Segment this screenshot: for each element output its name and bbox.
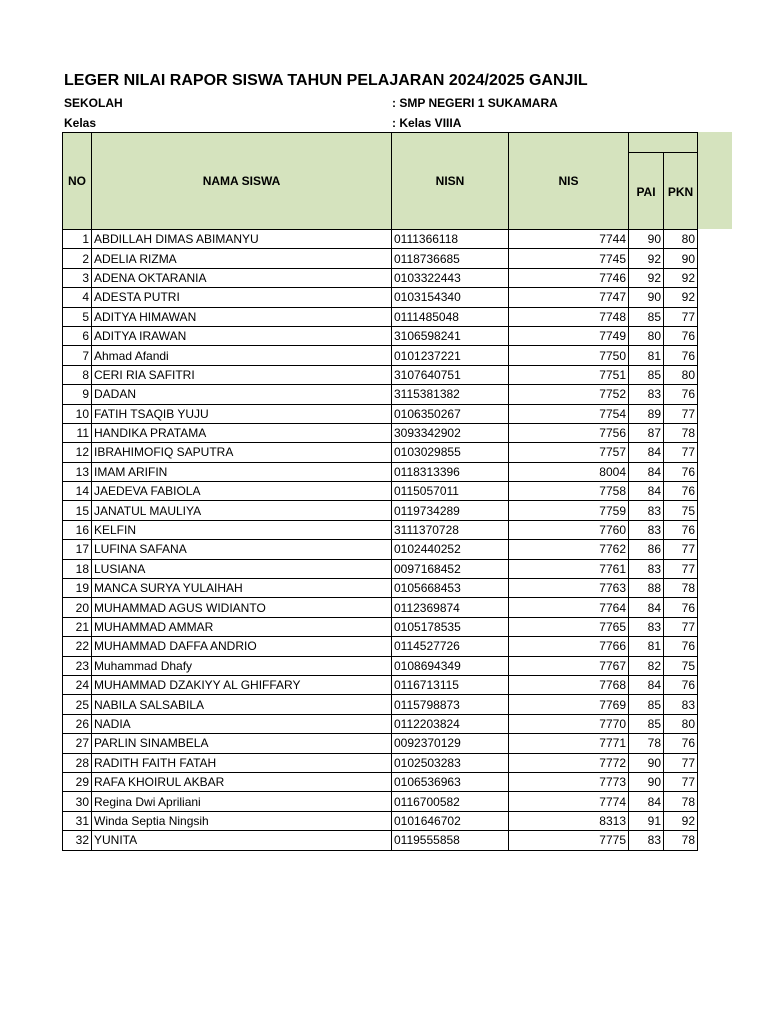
grade-pai: 84 [629,598,664,617]
grade-pkn: 80 [664,365,698,384]
col-header-name: NAMA SISWA [92,133,392,230]
col-header-pkn: PKN [664,153,698,230]
grade-pai: 90 [629,288,664,307]
grade-pai: 90 [629,753,664,772]
student-nisn: 3115381382 [392,385,509,404]
grade-pai: 83 [629,559,664,578]
student-name: KELFIN [92,520,392,539]
table-row [63,656,698,675]
student-name: NADIA [92,714,392,733]
student-name: Muhammad Dhafy [92,656,392,675]
row-number: 11 [63,423,92,442]
student-name: IBRAHIMOFIQ SAPUTRA [92,443,392,462]
student-nisn: 0105178535 [392,617,509,636]
student-name: MUHAMMAD AMMAR [92,617,392,636]
student-nisn: 0103029855 [392,443,509,462]
student-nis: 8004 [509,462,629,481]
student-nis: 7772 [509,753,629,772]
student-name: LUFINA SAFANA [92,540,392,559]
student-nis: 7762 [509,540,629,559]
subject-group-header [629,133,698,153]
student-name: ABDILLAH DIMAS ABIMANYU [92,230,392,249]
row-number: 5 [63,307,92,326]
student-nis: 7775 [509,831,629,850]
row-number: 16 [63,520,92,539]
table-body [63,230,698,851]
row-number: 20 [63,598,92,617]
student-nis: 7758 [509,482,629,501]
grade-pkn: 83 [664,695,698,714]
row-number: 10 [63,404,92,423]
table-row [63,443,698,462]
student-name: Winda Septia Ningsih [92,811,392,830]
grade-pkn: 76 [664,326,698,345]
table-row [63,811,698,830]
student-nis: 7765 [509,617,629,636]
student-name: RADITH FAITH FATAH [92,753,392,772]
table-row [63,579,698,598]
row-number: 1 [63,230,92,249]
student-nis: 7754 [509,404,629,423]
grade-pkn: 77 [664,404,698,423]
table-row [63,482,698,501]
student-nis: 7759 [509,501,629,520]
grade-pai: 83 [629,501,664,520]
table-row [63,734,698,753]
grade-pai: 85 [629,365,664,384]
student-nis: 7764 [509,598,629,617]
student-nis: 7746 [509,268,629,287]
grade-pkn: 76 [664,598,698,617]
grade-pkn: 76 [664,520,698,539]
table-row [63,792,698,811]
col-header-pai: PAI [629,153,664,230]
student-name: YUNITA [92,831,392,850]
row-number: 15 [63,501,92,520]
grade-pai: 83 [629,831,664,850]
header-extension-fill [697,132,732,229]
student-name: LUSIANA [92,559,392,578]
grade-pai: 85 [629,307,664,326]
student-nis: 7771 [509,734,629,753]
table-row [63,695,698,714]
student-nis: 7763 [509,579,629,598]
grade-pai: 86 [629,540,664,559]
row-number: 7 [63,346,92,365]
student-nis: 7760 [509,520,629,539]
student-name: JAEDEVA FABIOLA [92,482,392,501]
student-nis: 7773 [509,772,629,791]
class-value: : Kelas VIIIA [392,116,462,130]
table-row [63,346,698,365]
school-label: SEKOLAH [64,96,123,110]
grade-pkn: 92 [664,268,698,287]
student-nisn: 0106350267 [392,404,509,423]
table-row [63,675,698,694]
row-number: 17 [63,540,92,559]
row-number: 3 [63,268,92,287]
table-row [63,831,698,850]
student-nis: 7749 [509,326,629,345]
table-row [63,326,698,345]
grade-pai: 84 [629,482,664,501]
school-value: : SMP NEGERI 1 SUKAMARA [392,96,558,110]
row-number: 30 [63,792,92,811]
grade-pkn: 76 [664,462,698,481]
student-nisn: 0103322443 [392,268,509,287]
row-number: 18 [63,559,92,578]
student-name: HANDIKA PRATAMA [92,423,392,442]
student-nisn: 0119555858 [392,831,509,850]
student-name: ADENA OKTARANIA [92,268,392,287]
grade-pkn: 75 [664,656,698,675]
grade-pkn: 76 [664,675,698,694]
student-nisn: 0106536963 [392,772,509,791]
grade-pai: 83 [629,617,664,636]
student-nis: 7744 [509,230,629,249]
student-nisn: 0108694349 [392,656,509,675]
col-header-no: NO [63,133,92,230]
grade-pai: 83 [629,385,664,404]
row-number: 2 [63,249,92,268]
grade-pkn: 77 [664,307,698,326]
student-nisn: 0118313396 [392,462,509,481]
grade-pai: 85 [629,714,664,733]
table-row [63,462,698,481]
grade-pai: 87 [629,423,664,442]
student-nisn: 0116700582 [392,792,509,811]
grade-pai: 90 [629,772,664,791]
student-name: ADITYA IRAWAN [92,326,392,345]
table-row [63,423,698,442]
grade-pkn: 77 [664,443,698,462]
student-nis: 7761 [509,559,629,578]
table-row [63,404,698,423]
student-nisn: 0102440252 [392,540,509,559]
grade-pai: 78 [629,734,664,753]
col-header-nis: NIS [509,133,629,230]
student-nisn: 3093342902 [392,423,509,442]
table-row [63,540,698,559]
class-label: Kelas [64,116,97,130]
row-number: 27 [63,734,92,753]
row-number: 8 [63,365,92,384]
table-row [63,249,698,268]
row-number: 25 [63,695,92,714]
grade-pai: 90 [629,230,664,249]
student-name: MUHAMMAD DAFFA ANDRIO [92,637,392,656]
student-nis: 7774 [509,792,629,811]
student-nisn: 0102503283 [392,753,509,772]
grade-pkn: 78 [664,423,698,442]
table-row [63,617,698,636]
student-nisn: 0097168452 [392,559,509,578]
student-nisn: 0112369874 [392,598,509,617]
grade-pai: 85 [629,695,664,714]
row-number: 6 [63,326,92,345]
grade-pai: 83 [629,520,664,539]
student-nisn: 0118736685 [392,249,509,268]
grade-pai: 82 [629,656,664,675]
table-row [63,365,698,384]
row-number: 32 [63,831,92,850]
student-name: NABILA SALSABILA [92,695,392,714]
student-name: Ahmad Afandi [92,346,392,365]
table-row [63,307,698,326]
grade-pai: 84 [629,443,664,462]
grade-pkn: 78 [664,792,698,811]
student-nis: 7769 [509,695,629,714]
row-number: 31 [63,811,92,830]
student-nisn: 0101646702 [392,811,509,830]
student-name: DADAN [92,385,392,404]
col-header-nisn: NISN [392,133,509,230]
grade-pai: 80 [629,326,664,345]
student-name: Regina Dwi Apriliani [92,792,392,811]
document-title: LEGER NILAI RAPOR SISWA TAHUN PELAJARAN 2024/2025 GANJIL [64,72,588,89]
table-header [63,133,698,230]
row-number: 23 [63,656,92,675]
row-number: 29 [63,772,92,791]
student-nis: 7751 [509,365,629,384]
student-name: CERI RIA SAFITRI [92,365,392,384]
grade-pai: 88 [629,579,664,598]
student-name: MANCA SURYA YULAIHAH [92,579,392,598]
student-nis: 8313 [509,811,629,830]
table-row [63,288,698,307]
grade-pai: 81 [629,637,664,656]
student-nis: 7766 [509,637,629,656]
student-name: ADITYA HIMAWAN [92,307,392,326]
table-row [63,772,698,791]
row-number: 21 [63,617,92,636]
grade-pai: 81 [629,346,664,365]
grade-pkn: 77 [664,772,698,791]
student-nis: 7757 [509,443,629,462]
row-number: 9 [63,385,92,404]
grade-pkn: 75 [664,501,698,520]
student-name: ADELIA RIZMA [92,249,392,268]
row-number: 19 [63,579,92,598]
student-nis: 7756 [509,423,629,442]
student-nis: 7767 [509,656,629,675]
student-nis: 7752 [509,385,629,404]
grade-pai: 92 [629,249,664,268]
grade-pkn: 76 [664,734,698,753]
student-nisn: 0111366118 [392,230,509,249]
table-row [63,559,698,578]
row-number: 24 [63,675,92,694]
student-nisn: 0103154340 [392,288,509,307]
grade-pkn: 76 [664,385,698,404]
grade-pkn: 92 [664,811,698,830]
grade-pai: 84 [629,462,664,481]
student-nisn: 3111370728 [392,520,509,539]
table-row [63,714,698,733]
student-nis: 7747 [509,288,629,307]
table-row [63,385,698,404]
table-row [63,230,698,249]
table-row [63,501,698,520]
grade-pai: 91 [629,811,664,830]
student-nis: 7745 [509,249,629,268]
student-name: MUHAMMAD AGUS WIDIANTO [92,598,392,617]
grade-pkn: 90 [664,249,698,268]
grade-pkn: 77 [664,753,698,772]
grade-pkn: 77 [664,540,698,559]
student-nisn: 0116713115 [392,675,509,694]
row-number: 22 [63,637,92,656]
row-number: 12 [63,443,92,462]
student-nis: 7748 [509,307,629,326]
grade-pai: 84 [629,675,664,694]
student-nisn: 0092370129 [392,734,509,753]
table-row [63,637,698,656]
row-number: 26 [63,714,92,733]
student-nisn: 0112203824 [392,714,509,733]
student-nisn: 0114527726 [392,637,509,656]
grade-pkn: 80 [664,230,698,249]
grade-pkn: 80 [664,714,698,733]
grade-pai: 92 [629,268,664,287]
student-nisn: 0119734289 [392,501,509,520]
student-name: IMAM ARIFIN [92,462,392,481]
grade-pai: 89 [629,404,664,423]
student-nisn: 0115798873 [392,695,509,714]
row-number: 14 [63,482,92,501]
student-nis: 7768 [509,675,629,694]
table-row [63,753,698,772]
student-nisn: 0115057011 [392,482,509,501]
student-nis: 7770 [509,714,629,733]
row-number: 4 [63,288,92,307]
grade-pkn: 77 [664,559,698,578]
student-nisn: 3106598241 [392,326,509,345]
student-name: RAFA KHOIRUL AKBAR [92,772,392,791]
grade-pkn: 77 [664,617,698,636]
student-nisn: 0111485048 [392,307,509,326]
grade-pkn: 78 [664,579,698,598]
row-number: 13 [63,462,92,481]
grade-pkn: 92 [664,288,698,307]
student-name: ADESTA PUTRI [92,288,392,307]
grade-pkn: 78 [664,831,698,850]
student-nis: 7750 [509,346,629,365]
table-row [63,598,698,617]
row-number: 28 [63,753,92,772]
student-name: FATIH TSAQIB YUJU [92,404,392,423]
table-row [63,520,698,539]
grade-pkn: 76 [664,637,698,656]
table-row [63,268,698,287]
student-name: PARLIN SINAMBELA [92,734,392,753]
student-nisn: 3107640751 [392,365,509,384]
student-name: JANATUL MAULIYA [92,501,392,520]
student-nisn: 0101237221 [392,346,509,365]
grade-pkn: 76 [664,346,698,365]
grade-pai: 84 [629,792,664,811]
student-nisn: 0105668453 [392,579,509,598]
student-name: MUHAMMAD DZAKIYY AL GHIFFARY [92,675,392,694]
grades-table [62,132,698,851]
grade-pkn: 76 [664,482,698,501]
